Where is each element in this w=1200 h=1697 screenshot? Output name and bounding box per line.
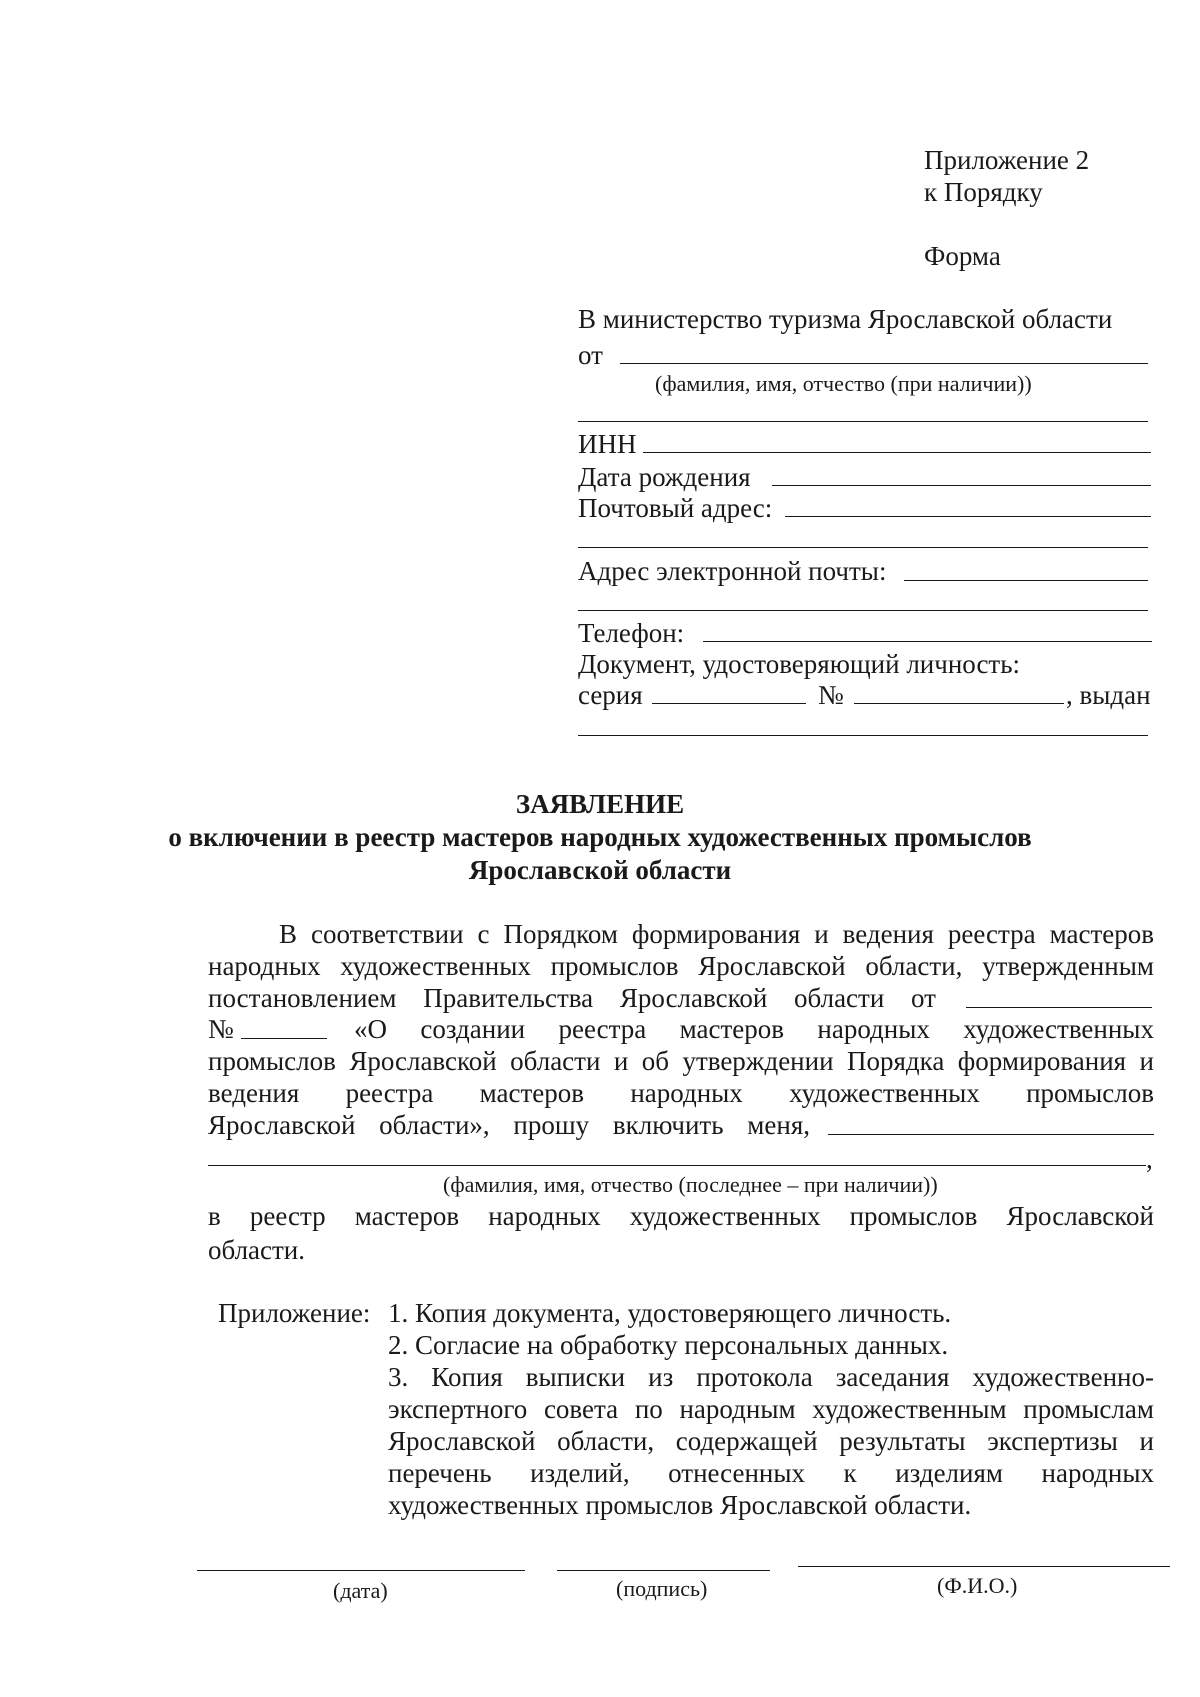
- body-line-2: народных художественных промыслов Ярославской области, утвержденным: [208, 951, 1154, 981]
- birth-date-label: Дата рождения: [578, 462, 751, 492]
- ministry-line: В министерство туризма Ярославской области: [578, 304, 1113, 334]
- form-label: Форма: [924, 241, 1001, 271]
- document-title: ЗАЯВЛЕНИЕ: [515, 789, 685, 819]
- signature-line[interactable]: [557, 1570, 770, 1571]
- date-signature-line[interactable]: [197, 1570, 525, 1571]
- body-line-8: в реестр мастеров народных художественных промыслов Ярославской: [208, 1201, 1154, 1231]
- attachment-item-3-line-3: Ярославской области, содержащей результаты экспертизы и: [388, 1426, 1154, 1456]
- from-field-line-2[interactable]: [578, 421, 1148, 422]
- body-line-1: В соответствии с Порядком формирования и ведения реестра мастеров: [279, 919, 1154, 949]
- attachment-item-3-line-5: художественных промыслов Ярославской области.: [388, 1490, 972, 1520]
- issued-label: , выдан: [1066, 680, 1151, 710]
- attachments-label: Приложение:: [218, 1298, 371, 1328]
- phone-label: Телефон:: [578, 618, 685, 648]
- resolution-number-field-line[interactable]: [241, 1038, 327, 1039]
- body-line-3: постановлением Правительства Ярославской области от: [208, 983, 936, 1013]
- attachment-item-3-line-1: 3. Копия выписки из протокола заседания художественно-: [388, 1362, 1154, 1392]
- from-label: от: [578, 340, 603, 370]
- inn-label: ИНН: [578, 429, 637, 459]
- signature-caption: (подпись): [616, 1576, 708, 1601]
- resolution-number-label: №: [208, 1014, 234, 1044]
- appendix-label: Приложение 2: [924, 145, 1090, 175]
- number-label: №: [818, 680, 844, 710]
- date-caption: (дата): [333, 1578, 388, 1603]
- applicant-name-field-line-2[interactable]: [208, 1165, 1146, 1166]
- body-line-6: ведения реестра мастеров народных художественных промыслов: [208, 1078, 1154, 1108]
- fio-signature-line[interactable]: [798, 1566, 1170, 1567]
- fio-caption: (Ф.И.О.): [937, 1573, 1018, 1598]
- series-label: серия: [578, 680, 643, 710]
- series-field-line[interactable]: [652, 703, 806, 704]
- document-subtitle-line-1: о включении в реестр мастеров народных художественных промыслов: [168, 822, 1032, 852]
- email-field-line[interactable]: [904, 580, 1148, 581]
- comma-mark: ,: [1146, 1144, 1153, 1174]
- postal-address-label: Почтовый адрес:: [578, 493, 773, 523]
- body-line-4: «О создании реестра мастеров народных художественных: [354, 1014, 1154, 1044]
- attachment-item-1: 1. Копия документа, удостоверяющего личность.: [388, 1298, 952, 1328]
- attachment-item-3-line-4: перечень изделий, отнесенных к изделиям народных: [388, 1458, 1154, 1488]
- body-line-5: промыслов Ярославской области и об утверждении Порядка формирования и: [208, 1046, 1154, 1076]
- number-field-line[interactable]: [854, 703, 1064, 704]
- email-label: Адрес электронной почты:: [578, 556, 887, 586]
- birth-date-field-line[interactable]: [772, 485, 1151, 486]
- postal-address-field-line-2[interactable]: [578, 547, 1148, 548]
- from-field-line[interactable]: [620, 363, 1148, 364]
- postal-address-field-line[interactable]: [785, 516, 1151, 517]
- email-field-line-2[interactable]: [578, 610, 1148, 611]
- applicant-name-field-line[interactable]: [828, 1134, 1154, 1135]
- fio-hint: (фамилия, имя, отчество (при наличии)): [655, 371, 1032, 396]
- to-order-label: к Порядку: [924, 177, 1043, 207]
- issued-by-field-line[interactable]: [578, 735, 1148, 736]
- attachment-item-2: 2. Согласие на обработку персональных данных.: [388, 1330, 949, 1360]
- phone-field-line[interactable]: [703, 641, 1152, 642]
- inn-field-line[interactable]: [643, 452, 1151, 453]
- body-line-7: Ярославской области», прошу включить меня,: [208, 1110, 810, 1140]
- applicant-fio-hint: (фамилия, имя, отчество (последнее – при наличии)): [443, 1172, 938, 1197]
- attachment-item-3-line-2: экспертного совета по народным художественным промыслам: [388, 1394, 1154, 1424]
- body-line-9: области.: [208, 1235, 306, 1265]
- id-document-label: Документ, удостоверяющий личность:: [578, 649, 1021, 679]
- resolution-date-field-line[interactable]: [966, 1007, 1152, 1008]
- document-subtitle-line-2: Ярославской области: [468, 855, 732, 885]
